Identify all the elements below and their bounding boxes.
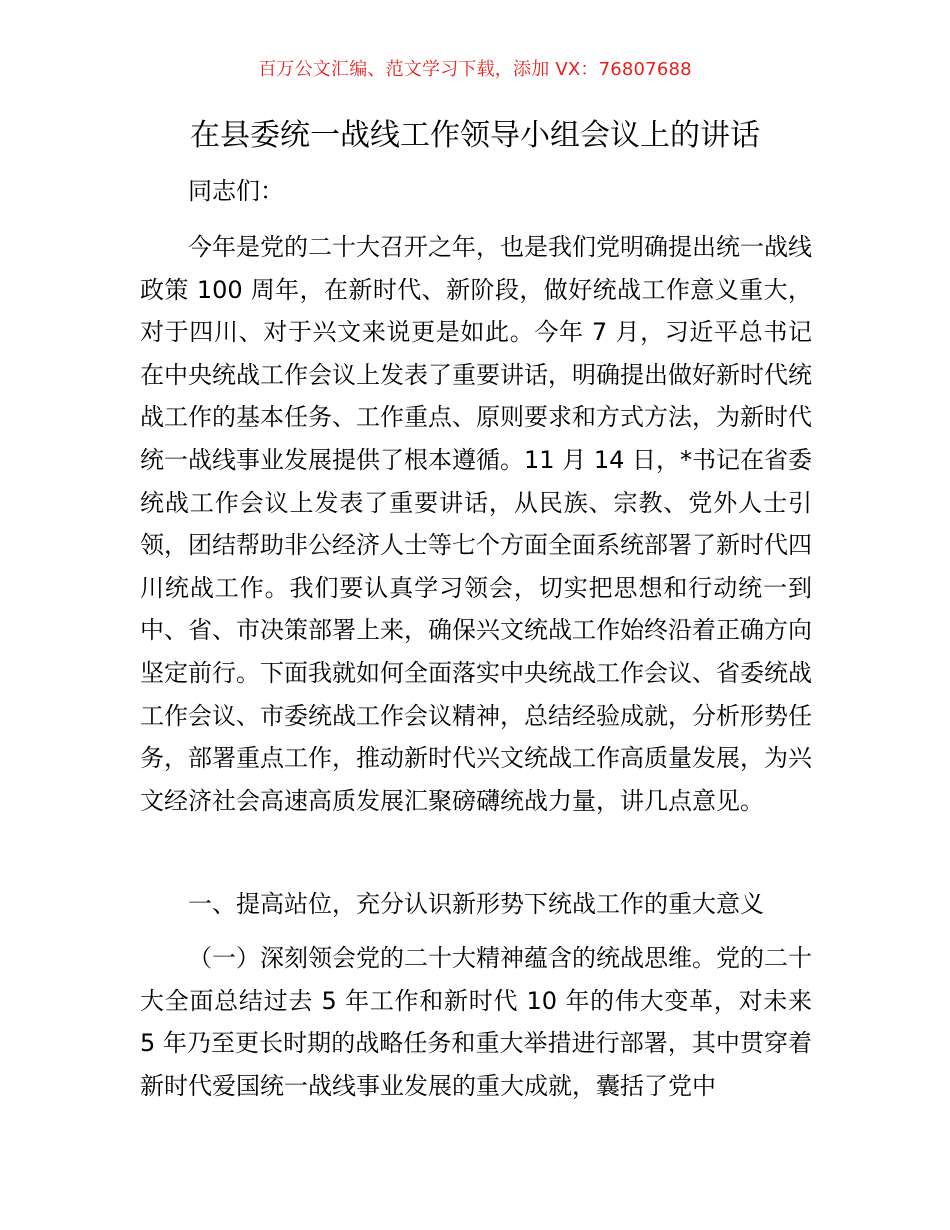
paragraph-2: （一）深刻领会党的二十大精神蕴含的统战思维。党的二十大全面总结过去 5 年工作和新时代 10 年的伟大变革，对未来 5 年乃至更长时期的战略任务和重大举措进行部署，其中贯穿着新时代爱国统一战线事业发展的重大成就，囊括了党中 bbox=[140, 944, 812, 1100]
greeting: 同志们： bbox=[188, 177, 284, 205]
promo-header: 百万公文汇编、范文学习下载，添加 VX：76807688 bbox=[258, 59, 692, 80]
paragraph-1: 今年是党的二十大召开之年，也是我们党明确提出统一战线政策 100 周年，在新时代、新阶段，做好统战工作意义重大，对于四川、对于兴文来说更是如此。今年 7 月，习近平总书记在中央统战工作会议上发表了重要讲话，明确提出做好新时代统战工作的基本任务、工作重点、原则要求和方式方法，为新时代统一战线事业发展提供了根本遵循。11 月 14 日，*书记在省委统战工作会议上发表了重要讲话，从民族、宗教、党外人士引领，团结帮助非公经济人士等七个方面全面系统部署了新时代四川统战工作。我们要认真学习领会，切实把思想和行动统一到中、省、市决策部署上来，确保兴文统战工作始终沿着正确方向坚定前行。下面我就如何全面落实中央统战工作会议、省委统战工作会议、市委统战工作会议精神，总结经验成就，分析形势任务，部署重点工作，推动新时代兴文统战工作高质量发展，为兴文经济社会高速高质发展汇聚磅礴统战力量，讲几点意见。 bbox=[140, 233, 812, 815]
page-title: 在县委统一战线工作领导小组会议上的讲话 bbox=[190, 118, 760, 153]
section-1-heading: 一、提高站位，充分认识新形势下统战工作的重大意义 bbox=[188, 890, 764, 918]
